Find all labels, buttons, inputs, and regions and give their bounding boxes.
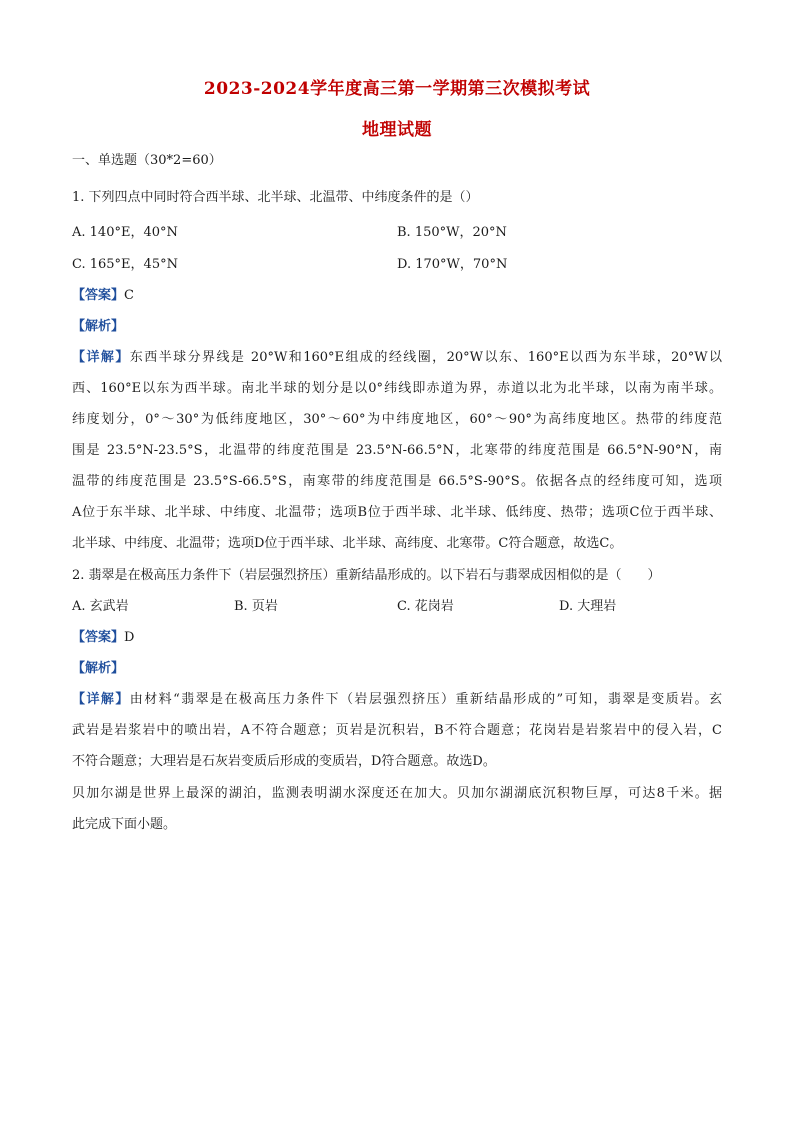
answer-value: D — [124, 630, 135, 645]
q2-answer — [72, 630, 722, 646]
answer-tag: 【答案】 — [72, 630, 125, 645]
q1-detail-line-5: 温带的纬度范围是 23.5°S-66.5°S，南寒带的纬度范围是 66.5°S-90°S。依据各点的经纬度可知，选项 — [72, 474, 722, 489]
q2-option-a: A. 玄武岩 — [72, 599, 129, 614]
passage-line-1: 贝加尔湖是世界上最深的湖泊，监测表明湖水深度还在加大。贝加尔湖湖底沉积物巨厚，可达8千米。据 — [72, 786, 722, 801]
q1-detail-line-3: 纬度划分，0°～30°为低纬度地区，30°～60°为中纬度地区，60°～90°为高纬度地区。热带的纬度范 — [72, 412, 722, 427]
detail-text: 由材料“翡翠是在极高压力条件下（岩层强烈挤压）重新结晶形成的”可知，翡翠是变质岩。玄 — [129, 692, 722, 707]
answer-tag: 【答案】 — [72, 288, 125, 303]
q2-stem: 2. 翡翠是在极高压力条件下（岩层强烈挤压）重新结晶形成的。以下岩石与翡翠成因相似的是（ ） — [72, 568, 661, 583]
analysis-tag: 【解析】 — [72, 661, 125, 676]
q2-option-d: D. 大理岩 — [559, 599, 617, 614]
detail-tag: 【详解】 — [72, 692, 130, 707]
detail-tag: 【详解】 — [72, 350, 130, 365]
q1-option-b: B. 150°W，20°N — [397, 225, 507, 240]
exam-subtitle: 地理试题 — [362, 120, 432, 140]
q1-detail-line-2: 西、160°E以东为西半球。南北半球的划分是以0°纬线即赤道为界，赤道以北为北半球，以南为南半球。 — [72, 381, 722, 396]
q2-detail-line-3: 不符合题意；大理岩是石灰岩变质后形成的变质岩，D符合题意。故选D。 — [72, 754, 496, 769]
q1-detail-line-7: 北半球、中纬度、北温带；选项D位于西半球、北半球、高纬度、北寒带。C符合题意，故选C。 — [72, 536, 623, 551]
section-heading: 一、单选题（30*2=60） — [72, 153, 222, 168]
q1-stem: 1. 下列四点中同时符合西半球、北半球、北温带、中纬度条件的是（） — [72, 190, 479, 205]
q1-detail-line-6: A位于东半球、北半球、中纬度、北温带；选项B位于西半球、北半球、低纬度、热带；选项C位于西半球、 — [72, 505, 722, 520]
analysis-tag: 【解析】 — [72, 319, 125, 334]
passage-line-2: 此完成下面小题。 — [72, 817, 177, 832]
exam-title: 2023-2024学年度高三第一学期第三次模拟考试 — [203, 79, 591, 99]
q1-option-a: A. 140°E，40°N — [72, 225, 178, 240]
q2-analysis-tag — [72, 661, 722, 677]
q1-detail-line-4: 围是 23.5°N-23.5°S，北温带的纬度范围是 23.5°N-66.5°N，北寒带的纬度范围是 66.5°N-90°N，南 — [72, 443, 722, 458]
q1-detail-line-1 — [72, 350, 722, 366]
q1-option-d: D. 170°W，70°N — [397, 257, 508, 272]
detail-text: 东西半球分界线是 20°W和160°E组成的经线圈，20°W以东、160°E以西为东半球，20°W以 — [129, 350, 722, 365]
q2-detail-line-1 — [72, 692, 722, 708]
answer-value: C — [124, 288, 134, 303]
q2-option-c: C. 花岗岩 — [397, 599, 454, 614]
q2-option-b: B. 页岩 — [234, 599, 278, 614]
q1-answer — [72, 288, 722, 304]
q1-option-c: C. 165°E，45°N — [72, 257, 178, 272]
q2-detail-line-2: 武岩是岩浆岩中的喷出岩，A不符合题意；页岩是沉积岩，B不符合题意；花岗岩是岩浆岩中的侵入岩，C — [72, 723, 722, 738]
q1-analysis-tag — [72, 319, 722, 335]
